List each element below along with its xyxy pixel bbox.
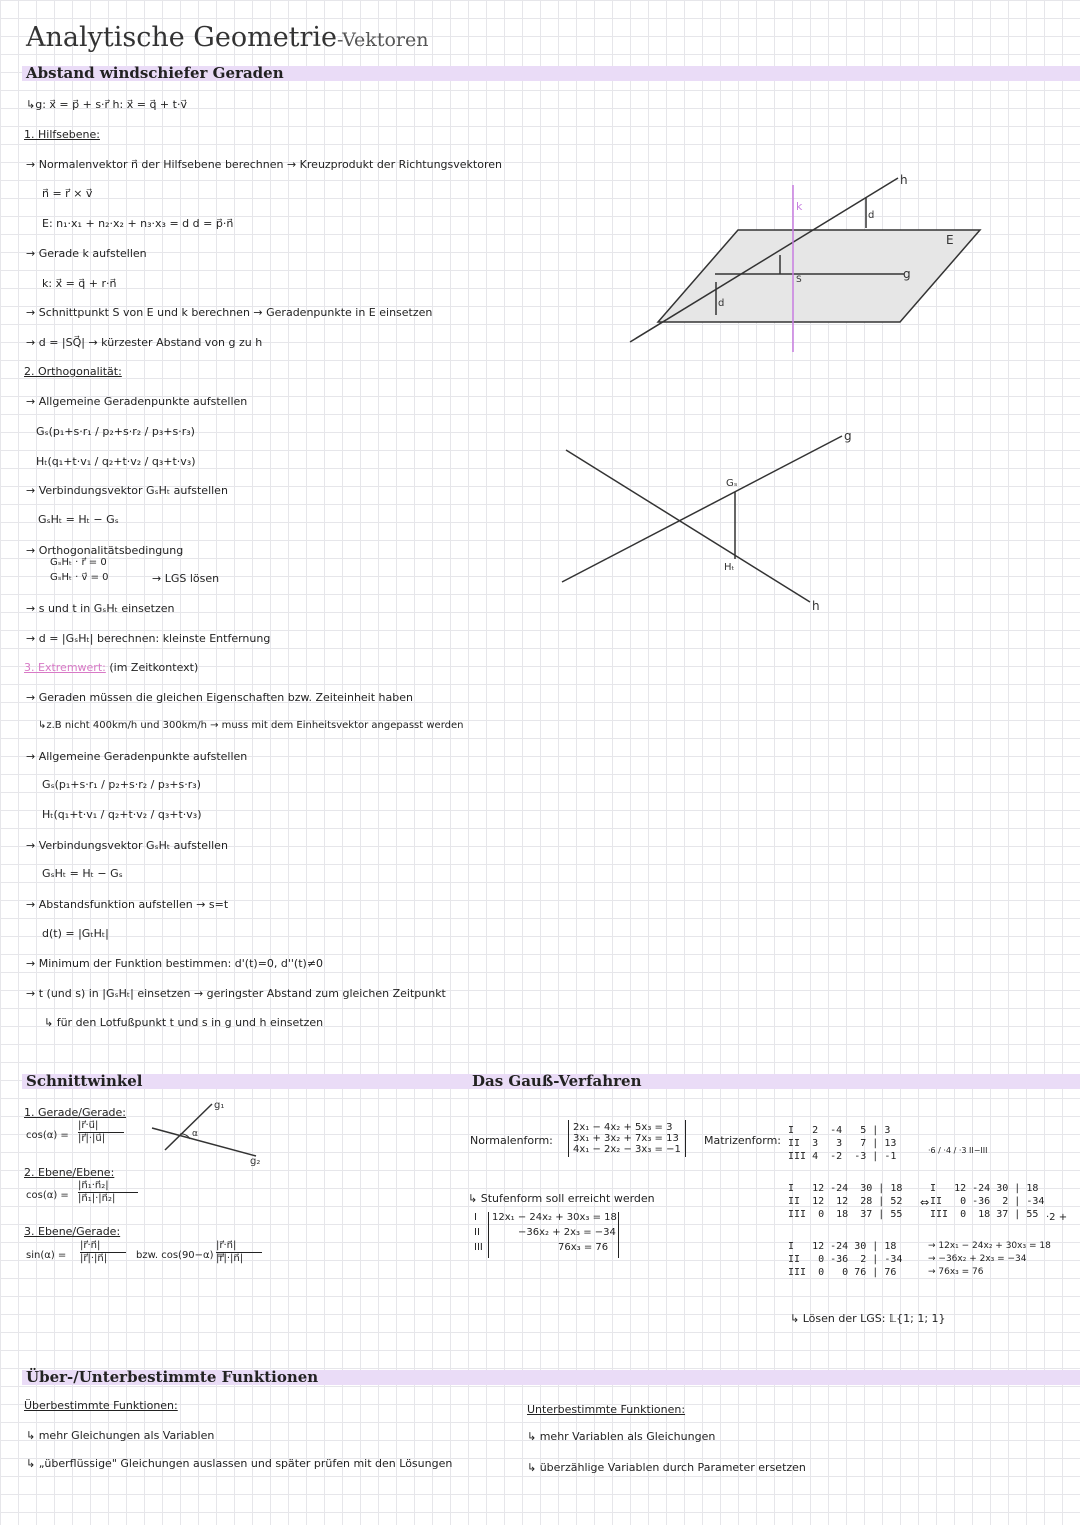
equation: 12x₁ − 24x₂ + 30x₃ = 18 — [492, 1212, 617, 1223]
row-label: III — [474, 1242, 483, 1253]
label-h: h — [812, 599, 820, 613]
label-ebene-ebene: 2. Ebene/Ebene: — [24, 1166, 115, 1179]
label-unterbestimmt: Unterbestimmte Funktionen: — [527, 1403, 686, 1416]
text-line: ↳ überzählige Variablen durch Parameter ersetzen — [527, 1461, 806, 1474]
formula-line: GₛHₜ = Hₜ − Gₛ — [38, 513, 119, 526]
line-g — [562, 436, 842, 582]
matrix-2-op: ⇔ — [920, 1196, 930, 1209]
line-g2 — [152, 1128, 256, 1156]
normalenform-system — [568, 1120, 686, 1157]
label-normalenform: Normalenform: — [470, 1134, 553, 1147]
heading-windschief: Abstand windschiefer Geraden — [26, 64, 284, 82]
text-line: → Allgemeine Geradenpunkte aufstellen — [26, 395, 248, 408]
text-line: ↳ „überflüssige" Gleichungen auslassen und später prüfen mit den Lösungen — [26, 1457, 453, 1470]
label-e: E — [946, 233, 954, 247]
gauss-solution: ↳ Lösen der LGS: 𝕃{1; 1; 1} — [790, 1312, 946, 1325]
matrix-3-op: ·2 + — [1046, 1212, 1068, 1223]
formula-lhs: cos(α) = — [26, 1130, 69, 1141]
label-g: g — [903, 267, 911, 281]
title-main: Analytische Geometrie — [26, 22, 338, 53]
label-orthogonalitaet: 2. Orthogonalität: — [24, 365, 122, 378]
equation: 3x₁ + 3x₂ + 7x₃ = 13 — [573, 1133, 679, 1144]
text-line: → Orthogonalitätsbedingung — [26, 544, 184, 557]
text-line: ↳ für den Lotfußpunkt t und s in g und h einsetzen — [44, 1016, 324, 1029]
stufen-note: ↳ Stufenform soll erreicht werden — [468, 1192, 655, 1205]
text-line: → Geraden müssen die gleichen Eigenschaften bzw. Zeiteinheit haben — [26, 691, 413, 704]
figure-hilfsebene — [620, 170, 1000, 360]
matrix-3 — [930, 1182, 1044, 1221]
matrix-row: I 12 -24 30 | 18 — [788, 1241, 897, 1252]
heading-gauss: Das Gauß-Verfahren — [472, 1072, 642, 1090]
text-line: → Gerade k aufstellen — [26, 247, 147, 260]
text-line: → d = |SQ⃗| → kürzester Abstand von g zu h — [26, 336, 263, 349]
formula-lhs: sin(α) = — [26, 1250, 67, 1261]
line-h — [566, 450, 810, 602]
formula-line: Hₜ(q₁+t·v₁ / q₂+t·v₂ / q₃+t·v₃) — [36, 455, 196, 468]
equation: 2x₁ − 4x₂ + 5x₃ = 3 — [573, 1122, 673, 1133]
label-ht: Hₜ — [724, 562, 735, 573]
equation: → −36x₂ + 2x₃ = −34 — [928, 1254, 1027, 1264]
label-hilfsebene: 1. Hilfsebene: — [24, 128, 100, 141]
formula-line: GₛHₜ · r⃗ = 0 — [50, 557, 107, 568]
matrix-2 — [788, 1182, 902, 1221]
heading-bestimmt: Über-/Unterbestimmte Funktionen — [26, 1368, 319, 1386]
heading-schnittwinkel: Schnittwinkel — [26, 1072, 143, 1090]
text-line: → Schnittpunkt S von E und k berechnen → Geradenpunkte in E einsetzen — [26, 306, 433, 319]
equation: → 76x₃ = 76 — [928, 1267, 984, 1277]
label-matrizenform: Matrizenform: — [704, 1134, 781, 1147]
figure-schnittwinkel — [150, 1098, 270, 1168]
label-gs: Gₛ — [726, 478, 738, 489]
title-sub: -Vektoren — [337, 29, 429, 51]
matrix-row: I 12 -24 30 | 18 — [930, 1183, 1039, 1194]
label-alpha: α — [192, 1129, 198, 1139]
formula-num: |n⃗₁·n⃗₂| — [78, 1180, 109, 1191]
text-line: → Normalenvektor n⃗ der Hilfsebene berechnen → Kreuzprodukt der Richtungsvektoren — [26, 158, 502, 171]
matrix-row: III 0 18 37 | 55 — [930, 1209, 1039, 1220]
formula-line: GₛHₜ · v⃗ = 0 — [50, 572, 109, 583]
equation: 4x₁ − 2x₂ − 3x₃ = −1 — [573, 1144, 681, 1155]
matrix-row: I 2 -4 5 | 3 — [788, 1125, 891, 1136]
formula-line: Gₛ(p₁+s·r₁ / p₂+s·r₂ / p₃+s·r₃) — [42, 778, 201, 791]
text-line: → LGS lösen — [152, 572, 220, 585]
formula-line: GₛHₜ = Hₜ − Gₛ — [42, 867, 123, 880]
formula-line: Gₛ(p₁+s·r₁ / p₂+s·r₂ / p₃+s·r₃) — [36, 425, 195, 438]
formula-mid: bzw. cos(90−α) = — [136, 1250, 226, 1261]
text-line: → d = |GₛHₜ| berechnen: kleinste Entfernung — [26, 632, 271, 645]
extremwert-header — [24, 661, 198, 674]
matrix-row: III 0 18 37 | 55 — [788, 1209, 903, 1220]
text-line: ↳ mehr Variablen als Gleichungen — [527, 1430, 716, 1443]
label-h: h — [900, 173, 908, 187]
extremwert-note: (im Zeitkontext) — [109, 661, 199, 674]
matrix-1-ops: ·6 / ·4 / ·3 II−III — [928, 1146, 988, 1155]
formula-line: k: x⃗ = q⃗ + r·n⃗ — [42, 277, 117, 290]
matrix-1 — [788, 1124, 896, 1163]
formula-num: |r⃗·u⃗| — [78, 1120, 99, 1131]
matrix-4-equations — [928, 1240, 1051, 1279]
formula-den: |n⃗₁|·|n⃗₂| — [78, 1193, 116, 1204]
matrix-row: III 0 0 76 | 76 — [788, 1267, 897, 1278]
text-line: → Allgemeine Geradenpunkte aufstellen — [26, 750, 248, 763]
equation: → 12x₁ − 24x₂ + 30x₃ = 18 — [928, 1241, 1051, 1251]
label-g1: g₁ — [214, 1100, 225, 1111]
matrix-row: I 12 -24 30 | 18 — [788, 1183, 903, 1194]
label-gerade-gerade: 1. Gerade/Gerade: — [24, 1106, 127, 1119]
label-ueberbestimmt: Überbestimmte Funktionen: — [24, 1399, 178, 1412]
formula-line: d(t) = |GₜHₜ| — [42, 927, 109, 940]
formula-num2: |r⃗·n⃗| — [216, 1240, 237, 1251]
label-extremwert: 3. Extremwert: — [24, 661, 106, 674]
equation: −36x₂ + 2x₃ = −34 — [518, 1227, 616, 1238]
matrix-row: II 0 -36 2 | -34 — [930, 1196, 1045, 1207]
matrix-row: III 4 -2 -3 | -1 — [788, 1151, 897, 1162]
text-line: → Minimum der Funktion bestimmen: d'(t)=0, d''(t)≠0 — [26, 957, 324, 970]
text-line: → Abstandsfunktion aufstellen → s=t — [26, 898, 229, 911]
equation: 76x₃ = 76 — [558, 1242, 609, 1253]
formula-line: Hₜ(q₁+t·v₁ / q₂+t·v₂ / q₃+t·v₃) — [42, 808, 202, 821]
label-g2: g₂ — [250, 1156, 261, 1167]
label-d-right: d — [868, 210, 875, 221]
formula-den2: |r⃗|·|n⃗| — [216, 1253, 244, 1264]
formula-line: n⃗ = r⃗ × v⃗ — [42, 187, 93, 200]
text-line: → Verbindungsvektor GₛHₜ aufstellen — [26, 839, 228, 852]
text-line: → Verbindungsvektor GₛHₜ aufstellen — [26, 484, 228, 497]
formula-line: E: n₁·x₁ + n₂·x₂ + n₃·x₃ = d d = p⃗·n⃗ — [42, 217, 234, 230]
given-lines: ↳g: x⃗ = p⃗ + s·r⃗ h: x⃗ = q⃗ + t·v⃗ — [26, 98, 187, 111]
formula-den: |r⃗|·|u⃗| — [78, 1133, 106, 1144]
label-k: k — [796, 200, 803, 213]
text-line: ↳z.B nicht 400km/h und 300km/h → muss mit dem Einheitsvektor angepasst werden — [38, 720, 464, 731]
row-label: I — [474, 1212, 477, 1223]
matrix-row: II 3 3 7 | 13 — [788, 1138, 897, 1149]
text-line: → t (und s) in |GₛHₜ| einsetzen → geringster Abstand zum gleichen Zeitpunkt — [26, 987, 446, 1000]
formula-lhs: cos(α) = — [26, 1190, 69, 1201]
formula-den: |r⃗|·|n⃗| — [80, 1253, 108, 1264]
formula-num: |r⃗·n⃗| — [80, 1240, 101, 1251]
matrix-row: II 0 -36 2 | -34 — [788, 1254, 903, 1265]
text-line: → s und t in GₛHₜ einsetzen — [26, 602, 175, 615]
label-s: S — [796, 275, 802, 285]
label-g: g — [844, 429, 852, 443]
row-label: II — [474, 1227, 480, 1238]
label-ebene-gerade: 3. Ebene/Gerade: — [24, 1225, 121, 1238]
matrix-4 — [788, 1240, 902, 1279]
figure-orthogonal — [560, 429, 860, 613]
plane-e — [658, 230, 980, 322]
page-title — [26, 22, 428, 53]
matrix-row: II 12 12 28 | 52 — [788, 1196, 903, 1207]
text-line: ↳ mehr Gleichungen als Variablen — [26, 1429, 215, 1442]
line-g1 — [165, 1104, 212, 1150]
label-d-left: d — [718, 298, 725, 309]
